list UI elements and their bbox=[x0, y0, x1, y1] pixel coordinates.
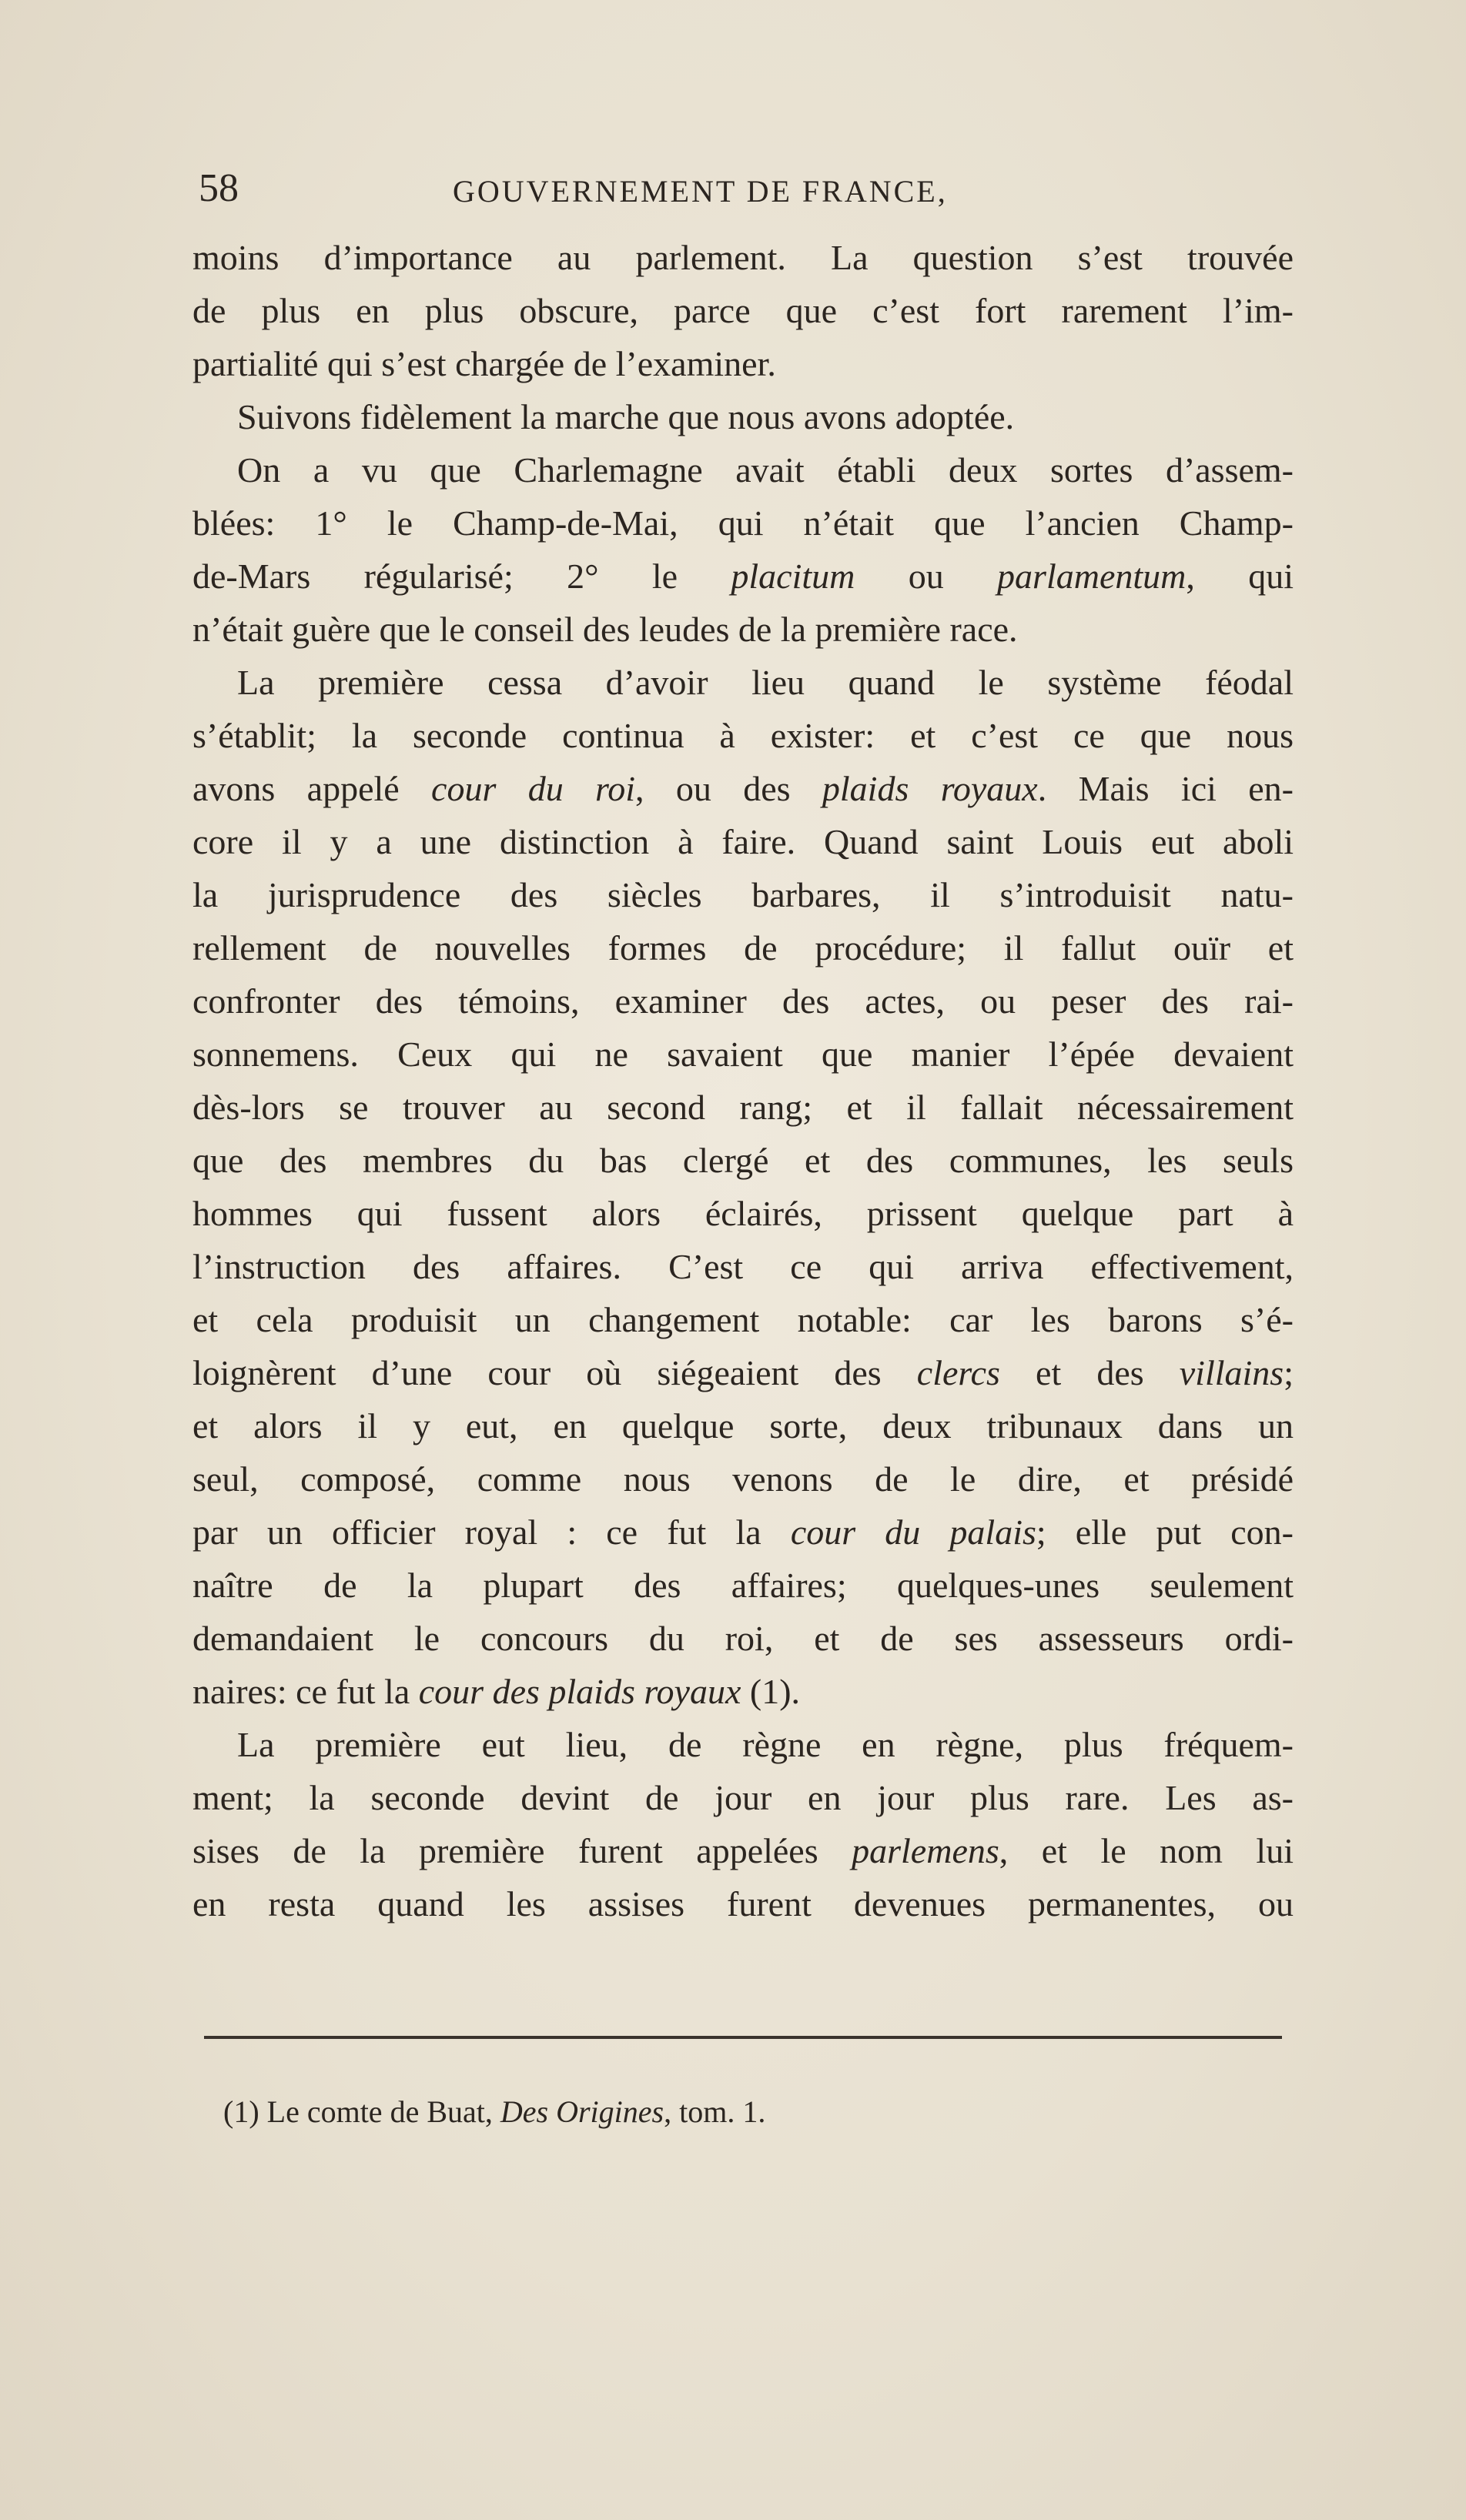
text-line bbox=[192, 231, 1294, 284]
footnote-text: Le comte de Buat, bbox=[259, 2094, 500, 2129]
text-segment: blées: 1° le Champ-de-Mai, qui n’était que l’ancien Champ- bbox=[192, 503, 1294, 543]
text-line bbox=[192, 1134, 1294, 1187]
text-segment: naître de la plupart des affaires; quelques-unes seulement bbox=[192, 1566, 1294, 1605]
text-line bbox=[192, 1346, 1294, 1399]
text-segment: que des membres du bas clergé et des communes, les seuls bbox=[192, 1141, 1294, 1180]
text-line bbox=[192, 868, 1294, 921]
text-segment: et cela produisit un changement notable: car les barons s’é- bbox=[192, 1300, 1294, 1339]
text-line bbox=[192, 1877, 1294, 1930]
text-line bbox=[192, 1612, 1294, 1665]
text-line bbox=[192, 1665, 1294, 1718]
italic-text: cour du roi bbox=[431, 769, 636, 808]
italic-text: placitum bbox=[731, 556, 855, 596]
text-segment: de-Mars régularisé; 2° le bbox=[192, 556, 731, 596]
text-segment: Suivons fidèlement la marche que nous avons adoptée. bbox=[237, 397, 1015, 436]
text-line bbox=[192, 337, 1294, 390]
text-line bbox=[192, 1293, 1294, 1346]
text-segment: et des bbox=[999, 1353, 1180, 1392]
running-head: GOUVERNEMENT DE FRANCE, bbox=[453, 174, 948, 209]
text-line bbox=[192, 443, 1294, 496]
text-line bbox=[192, 603, 1294, 656]
text-segment: ou bbox=[855, 556, 998, 596]
footnote-title: Des Origines bbox=[500, 2094, 664, 2129]
text-segment: ment; la seconde devint de jour en jour plus rare. Les as- bbox=[192, 1778, 1294, 1817]
body-text bbox=[192, 231, 1294, 1930]
text-line bbox=[192, 974, 1294, 1028]
text-segment: sises de la première furent appelées bbox=[192, 1831, 852, 1870]
text-segment: La première eut lieu, de règne en règne, plus fréquem- bbox=[237, 1725, 1294, 1764]
text-line bbox=[192, 1452, 1294, 1506]
italic-text: cour du palais bbox=[790, 1512, 1036, 1552]
text-segment: s’établit; la seconde continua à exister: et c’est ce que nous bbox=[192, 716, 1294, 755]
page-number: 58 bbox=[199, 166, 239, 210]
text-line bbox=[192, 709, 1294, 762]
text-line bbox=[192, 1028, 1294, 1081]
text-segment: . Mais ici en- bbox=[1037, 769, 1294, 808]
italic-text: cour des plaids royaux bbox=[418, 1672, 741, 1711]
text-segment: la jurisprudence des siècles barbares, il s’introduisit natu- bbox=[192, 875, 1294, 914]
text-segment: hommes qui fussent alors éclairés, prissent quelque part à bbox=[192, 1194, 1294, 1233]
text-segment: de plus en plus obscure, parce que c’est fort rarement l’im- bbox=[192, 291, 1294, 330]
text-line bbox=[192, 284, 1294, 337]
text-segment: avons appelé bbox=[192, 769, 432, 808]
text-line bbox=[192, 1559, 1294, 1612]
text-segment: loignèrent d’une cour où siégeaient des bbox=[192, 1353, 917, 1392]
text-line bbox=[192, 1824, 1294, 1877]
text-segment: n’était guère que le conseil des leudes de la première race. bbox=[192, 610, 1018, 649]
text-line bbox=[192, 550, 1294, 603]
italic-text: parlamentum bbox=[997, 556, 1187, 596]
italic-text: parlemens bbox=[852, 1831, 999, 1870]
text-segment: On a vu que Charlemagne avait établi deux sortes d’assem- bbox=[237, 450, 1294, 490]
text-line bbox=[192, 1506, 1294, 1559]
text-line bbox=[192, 390, 1294, 443]
text-segment: l’instruction des affaires. C’est ce qui arriva effectivement, bbox=[192, 1247, 1294, 1286]
text-line bbox=[192, 1399, 1294, 1452]
text-segment: moins d’importance au parlement. La question s’est trouvée bbox=[192, 238, 1294, 277]
text-line bbox=[192, 1240, 1294, 1293]
text-segment: dès-lors se trouver au second rang; et il fallait nécessairement bbox=[192, 1088, 1294, 1127]
text-line bbox=[192, 762, 1294, 815]
text-line bbox=[192, 815, 1294, 868]
text-segment: seul, composé, comme nous venons de le dire, et présidé bbox=[192, 1459, 1294, 1499]
text-segment: , qui bbox=[1186, 556, 1294, 596]
italic-text: clercs bbox=[916, 1353, 1000, 1392]
text-segment: ; bbox=[1284, 1353, 1294, 1392]
text-segment: confronter des témoins, examiner des actes, ou peser des rai- bbox=[192, 981, 1294, 1021]
footnote-marker: (1) bbox=[223, 2094, 259, 2129]
text-segment: ; elle put con- bbox=[1036, 1512, 1294, 1552]
text-segment: , ou des bbox=[635, 769, 822, 808]
text-line bbox=[192, 1771, 1294, 1824]
text-segment: La première cessa d’avoir lieu quand le système féodal bbox=[237, 663, 1294, 702]
footnote bbox=[223, 2094, 765, 2130]
italic-text: plaids royaux bbox=[822, 769, 1038, 808]
text-segment: demandaient le concours du roi, et de ses assesseurs ordi- bbox=[192, 1619, 1294, 1658]
text-line bbox=[192, 1718, 1294, 1771]
text-segment: core il y a une distinction à faire. Quand saint Louis eut aboli bbox=[192, 822, 1294, 861]
footnote-reference: , tom. 1. bbox=[664, 2094, 766, 2129]
text-line bbox=[192, 1187, 1294, 1240]
text-segment: par un officier royal : ce fut la bbox=[192, 1512, 791, 1552]
text-line bbox=[192, 656, 1294, 709]
footnote-rule bbox=[204, 2036, 1282, 2039]
text-segment: en resta quand les assises furent devenues permanentes, ou bbox=[192, 1884, 1294, 1923]
page-header bbox=[199, 165, 1292, 219]
text-line bbox=[192, 496, 1294, 550]
text-line bbox=[192, 1081, 1294, 1134]
text-segment: rellement de nouvelles formes de procédure; il fallut ouïr et bbox=[192, 928, 1294, 968]
text-segment: sonnemens. Ceux qui ne savaient que manier l’épée devaient bbox=[192, 1034, 1294, 1074]
text-segment: (1). bbox=[741, 1672, 801, 1711]
text-segment: et alors il y eut, en quelque sorte, deux tribunaux dans un bbox=[192, 1406, 1294, 1445]
text-segment: partialité qui s’est chargée de l’examiner. bbox=[192, 344, 776, 383]
text-segment: , et le nom lui bbox=[999, 1831, 1294, 1870]
text-segment: naires: ce fut la bbox=[192, 1672, 419, 1711]
text-line bbox=[192, 921, 1294, 974]
italic-text: villains bbox=[1179, 1353, 1284, 1392]
